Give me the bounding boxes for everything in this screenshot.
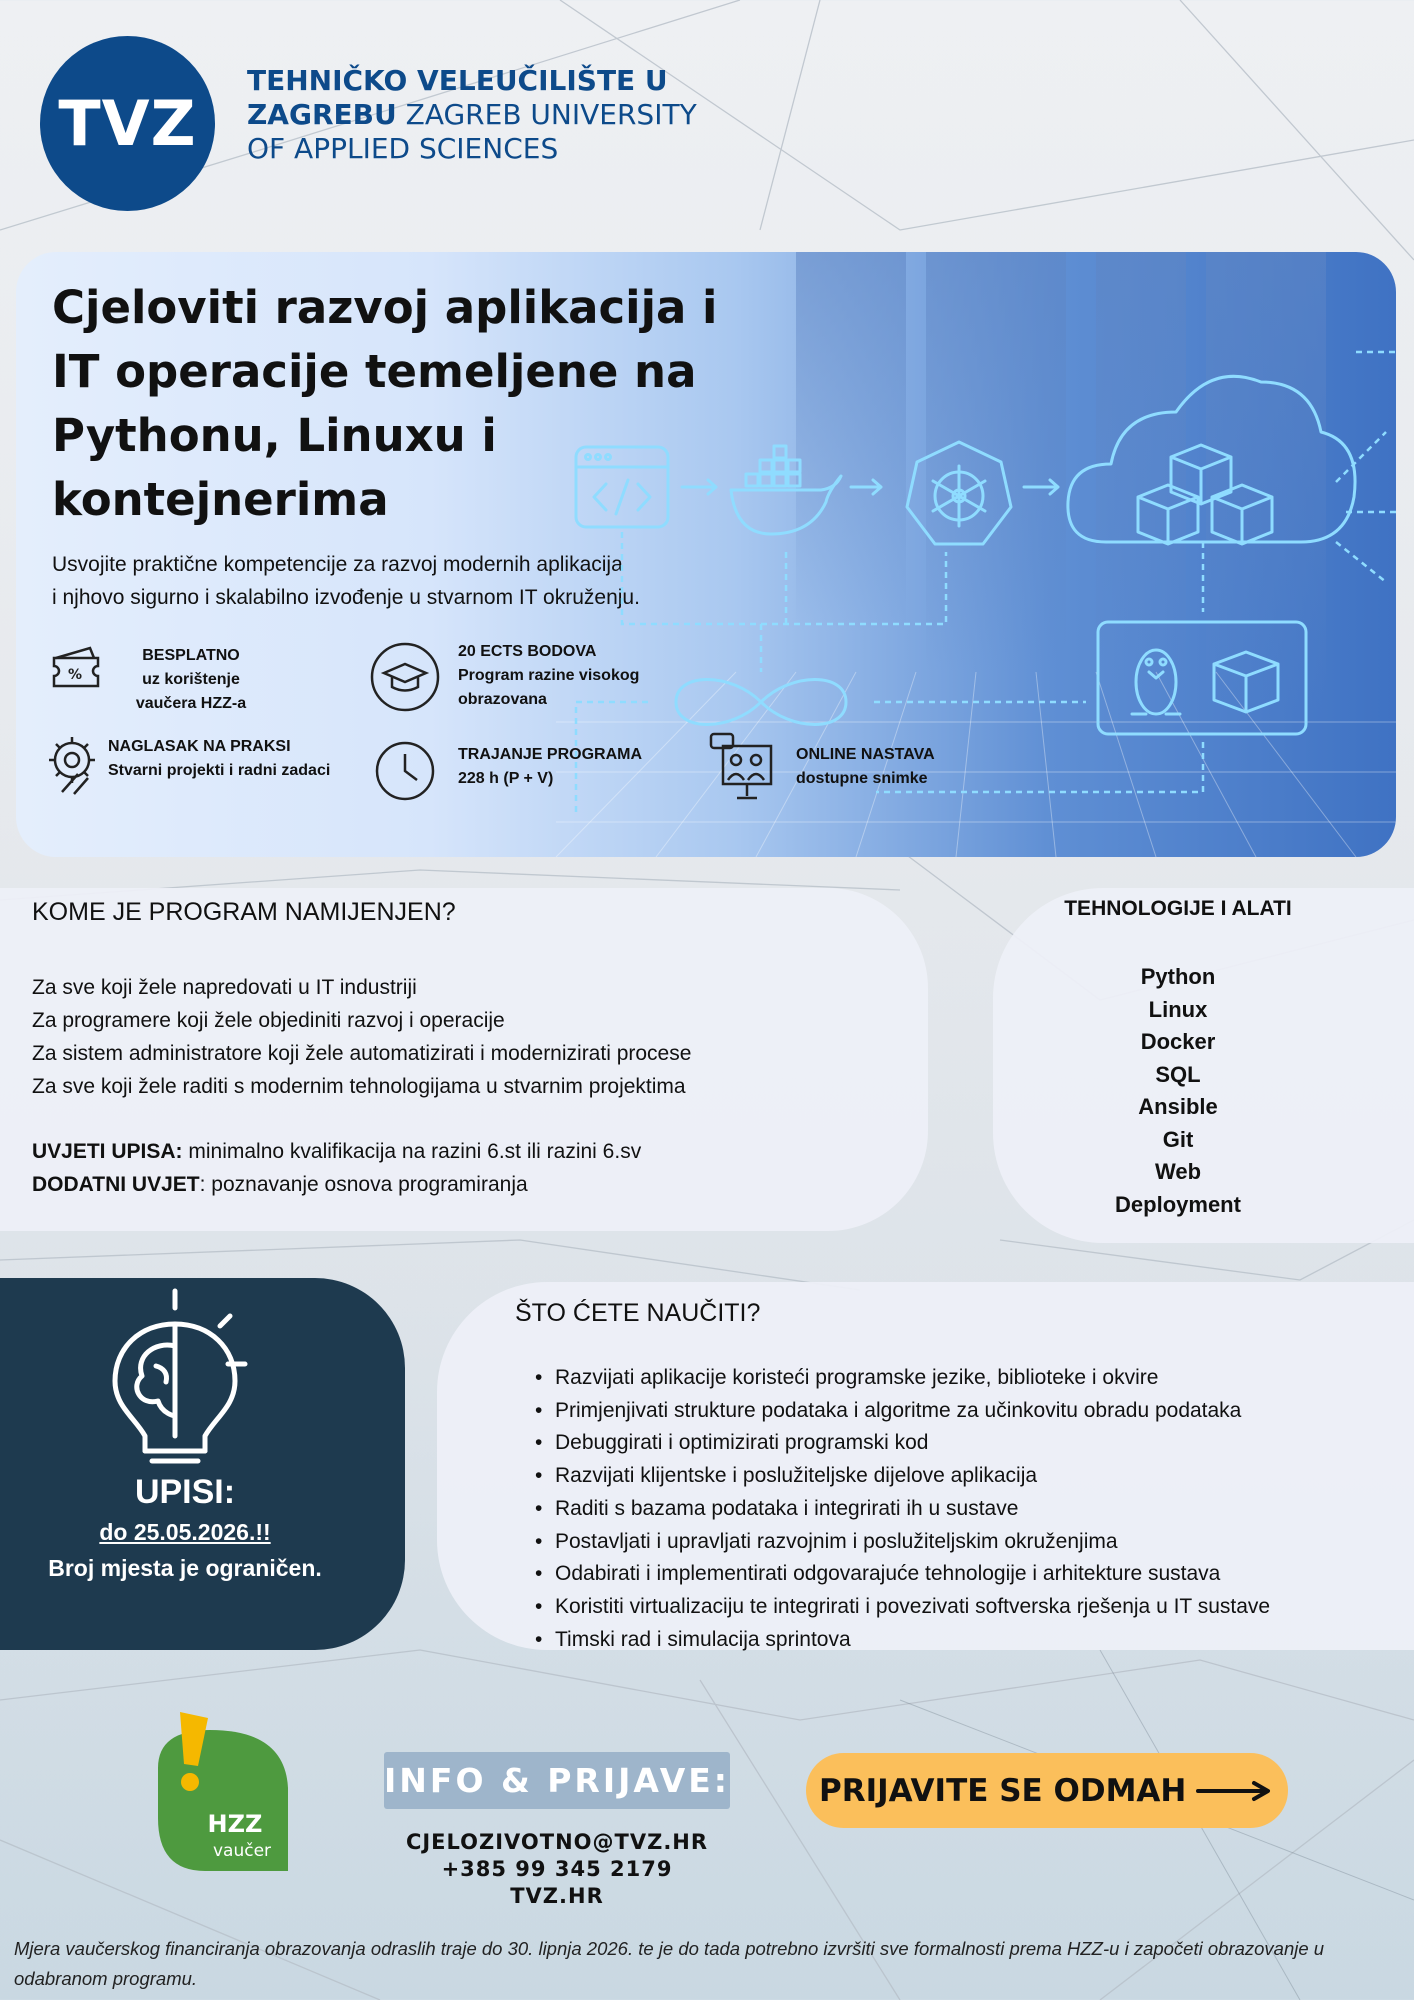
technology-item: Deployment — [1115, 1191, 1241, 1217]
hzz-voucher-badge — [150, 1708, 300, 1874]
requirement-text: minimalno kvalifikacija na razini 6.st ili razini 6.sv — [182, 1140, 642, 1163]
info-label-box — [384, 1752, 730, 1809]
audience-item: Za sve koji žele napredovati u IT industriji — [32, 976, 417, 999]
technologies-title: TEHNOLOGIJE I ALATI — [1064, 897, 1292, 920]
feature-free-line: vaučera HZZ-a — [135, 695, 247, 712]
technology-item: SQL — [1155, 1061, 1201, 1087]
feature-practice — [108, 735, 330, 783]
feature-practice-line: Stvarni projekti i radni zadaci — [108, 762, 331, 779]
feature-duration-title: TRAJANJE PROGRAMA — [458, 746, 643, 763]
institution-name-line2-rest: ZAGREB UNIVERSITY — [396, 98, 697, 131]
learning-item: • Timski rad i simulacija sprintova — [555, 1624, 1270, 1657]
cloud-cubes-icon — [1068, 376, 1355, 544]
audience-list — [32, 971, 691, 1103]
learning-item: • Primjenjivati strukture podataka i algoritme za učinkovitu obradu podataka — [555, 1395, 1270, 1428]
institution-name-line1: TEHNIČKO VELEUČILIŠTE U — [247, 64, 668, 97]
feature-ects-line: Program razine visokog — [458, 667, 640, 684]
disclaimer: Mjera vaučerskog financiranja obrazovanja odraslih traje do 30. lipnja 2026. te je do tada potrebno izvršiti sve formalnosti prema HZZ-u i započeti obrazovanje u odabranom programu. — [14, 1938, 1325, 1989]
additional-requirement-text: : poznavanje osnova programiranja — [199, 1173, 528, 1196]
feature-ects-title: 20 ECTS BODOVA — [458, 643, 597, 660]
learning-item: • Postavljati i upravljati razvojnim i poslužiteljskim okruženjima — [555, 1526, 1270, 1559]
infinity-icon — [676, 680, 846, 725]
learning-item: • Raditi s bazama podataka i integrirati ih u sustave — [555, 1493, 1270, 1526]
enrollment-deadline: do 25.05.2026.!! — [99, 1519, 271, 1545]
audience-item: Za programere koji žele objediniti razvoj i operacije — [32, 1009, 505, 1032]
feature-practice-title: NAGLASAK NA PRAKSI — [108, 738, 291, 755]
learning-item: • Odabirati i implementirati odgovarajuće tehnologije i arhitekture sustava — [555, 1558, 1270, 1591]
hero-subtitle-line: Usvojite praktične kompetencije za razvoj modernih aplikacija — [52, 553, 623, 576]
apply-now-label: PRIJAVITE SE ODMAH — [819, 1772, 1187, 1809]
learning-item: • Razvijati klijentske i poslužiteljske dijelove aplikacija — [555, 1460, 1270, 1493]
graduation-cap-icon — [370, 642, 440, 712]
feature-free-line: uz korištenje — [142, 671, 240, 688]
arrow-right-icon — [1196, 1780, 1272, 1802]
technology-item: Ansible — [1138, 1094, 1218, 1119]
institution-name-line2-bold: ZAGREBU — [247, 98, 397, 131]
institution-name — [247, 64, 697, 166]
enrollment-note: Broj mjesta je ograničen. — [48, 1555, 322, 1581]
learning-item: • Razvijati aplikacije koristeći programske jezike, biblioteke i okvire — [555, 1362, 1270, 1395]
hero-banner — [16, 252, 1396, 857]
contact-phone[interactable]: +385 99 345 2179 — [441, 1857, 673, 1881]
hzz-label: HZZ — [207, 1810, 263, 1838]
lightbulb-brain-icon — [100, 1286, 250, 1466]
docker-whale-icon — [731, 446, 841, 534]
technology-item: Docker — [1140, 1029, 1216, 1054]
hzz-voucher-label: vaučer — [212, 1841, 272, 1861]
technologies-list — [948, 961, 1408, 1221]
audience-section — [0, 888, 928, 1231]
technologies-section — [993, 888, 1414, 1243]
feature-free — [116, 644, 266, 716]
audience-title: KOME JE PROGRAM NAMIJENJEN? — [32, 898, 456, 926]
voucher-percent-icon — [50, 644, 104, 690]
enrollment-title: UPISI: — [134, 1473, 236, 1511]
gear-tools-icon — [44, 732, 102, 798]
linux-tux-icon — [1132, 650, 1180, 714]
additional-requirement-label: DODATNI UVJET — [32, 1173, 200, 1196]
institution-name-line3: OF APPLIED SCIENCES — [247, 132, 559, 165]
svg-text:%: % — [68, 667, 83, 683]
apply-now-button[interactable] — [806, 1753, 1288, 1828]
requirement-label: UVJETI UPISA: — [32, 1140, 183, 1163]
feature-free-title: BESPLATNO — [142, 647, 240, 664]
contact-website[interactable]: TVZ.HR — [510, 1884, 604, 1908]
learning-item: • Koristiti virtualizaciju te integrirati i povezivati softverska rješenja u IT sustave — [555, 1591, 1270, 1624]
hero-title-line: Cjeloviti razvoj aplikacija i — [52, 281, 718, 334]
enrollment-requirement — [32, 1135, 641, 1168]
code-window-icon — [576, 447, 668, 527]
learning-item: • Debuggirati i optimizirati programski kod — [555, 1427, 1270, 1460]
hero-subtitle-line: i njhovo sigurno i skalabilno izvođenje u stvarnom IT okruženju. — [52, 586, 640, 609]
technology-item: Git — [1162, 1126, 1194, 1152]
info-label: INFO & PRIJAVE: — [384, 1761, 730, 1800]
audience-item: Za sve koji žele raditi s modernim tehnologijama u stvarnim projektima — [32, 1075, 686, 1098]
feature-online-line: dostupne snimke — [796, 770, 928, 787]
logo-text: TVZ — [58, 87, 197, 160]
clock-icon — [374, 740, 436, 802]
enrollment-panel — [0, 1278, 405, 1650]
audience-item: Za sistem administratore koji žele automatizirati i modernizirati procese — [32, 1042, 692, 1065]
devops-diagram — [546, 252, 1396, 857]
learning-title: ŠTO ĆETE NAUČITI? — [515, 1299, 761, 1327]
feature-online-title: ONLINE NASTAVA — [796, 746, 935, 763]
kubernetes-wheel-icon — [907, 442, 1011, 544]
learning-list — [555, 1362, 1270, 1656]
feature-ects-line: obrazovana — [458, 691, 547, 708]
technology-item: Web — [1154, 1159, 1202, 1184]
additional-requirement — [32, 1168, 528, 1201]
tvz-logo — [40, 36, 215, 211]
container-cube-icon — [1214, 652, 1278, 712]
technology-item: Python — [1140, 964, 1216, 989]
technology-item: Linux — [1148, 996, 1208, 1022]
hero-title-line: Pythonu, Linuxu i — [52, 409, 497, 462]
feature-duration-line: 228 h (P + V) — [458, 770, 554, 787]
hero-title-line: kontejnerima — [52, 473, 389, 526]
contact-email[interactable]: CJELOZIVOTNO@TVZ.HR — [405, 1830, 709, 1854]
learning-section — [437, 1282, 1414, 1650]
hero-title-line: IT operacije temeljene na — [52, 345, 697, 398]
